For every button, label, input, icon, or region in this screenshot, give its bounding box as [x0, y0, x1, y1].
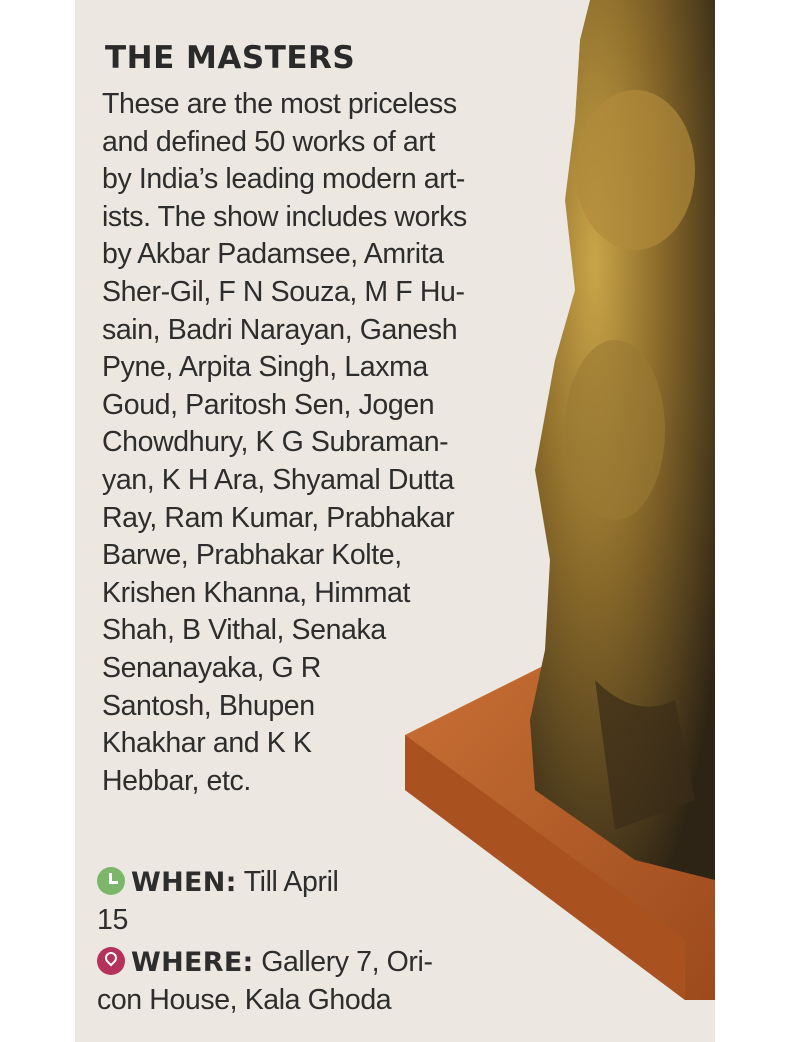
newspaper-clipping: [75, 0, 715, 1042]
when-value: Till April: [243, 866, 339, 898]
article-title: THE MASTERS: [105, 40, 356, 76]
when-label: WHEN:: [131, 867, 237, 898]
article-body-line: Hebbar, etc.: [102, 764, 251, 797]
article-body-line: Pyne, Arpita Singh, Laxma: [102, 351, 428, 384]
article-body-line: Chowdhury, K G Subraman-: [102, 426, 449, 459]
location-pin-icon: [97, 947, 125, 975]
article-body-line: Goud, Paritosh Sen, Jogen: [102, 388, 435, 421]
article-body-line: yan, K H Ara, Shyamal Dutta: [102, 463, 454, 496]
article-body-line: sain, Badri Narayan, Ganesh: [102, 313, 458, 346]
article-body-line: by India’s leading modern art-: [102, 163, 465, 196]
article-body-line: Sher-Gil, F N Souza, M F Hu-: [102, 275, 465, 308]
article-body-line: Khakhar and K K: [102, 727, 312, 760]
article-body-line: Krishen Khanna, Himmat: [102, 576, 411, 609]
clock-icon: [97, 867, 125, 895]
when-info: [97, 866, 338, 899]
article-body-line: Senanayaka, G R: [102, 651, 321, 684]
where-value-cont: con House, Kala Ghoda: [97, 984, 392, 1016]
article-body-line: These are the most priceless: [102, 88, 457, 120]
where-label: WHERE:: [131, 947, 254, 978]
article-body-line: Barwe, Prabhakar Kolte,: [102, 539, 402, 572]
article-body-line: Santosh, Bhupen: [102, 689, 315, 722]
when-value-cont: 15: [97, 904, 128, 936]
article-body-line: ists. The show includes works: [102, 200, 467, 233]
article-body-line: and defined 50 works of art: [102, 125, 435, 158]
where-info: [97, 946, 433, 979]
article-body-line: by Akbar Padamsee, Amrita: [102, 238, 444, 271]
article-body-line: Ray, Ram Kumar, Prabhakar: [102, 501, 455, 534]
article-body: [102, 86, 562, 800]
where-value: Gallery 7, Ori-: [261, 946, 433, 978]
article-body-line: Shah, B Vithal, Senaka: [102, 614, 386, 647]
